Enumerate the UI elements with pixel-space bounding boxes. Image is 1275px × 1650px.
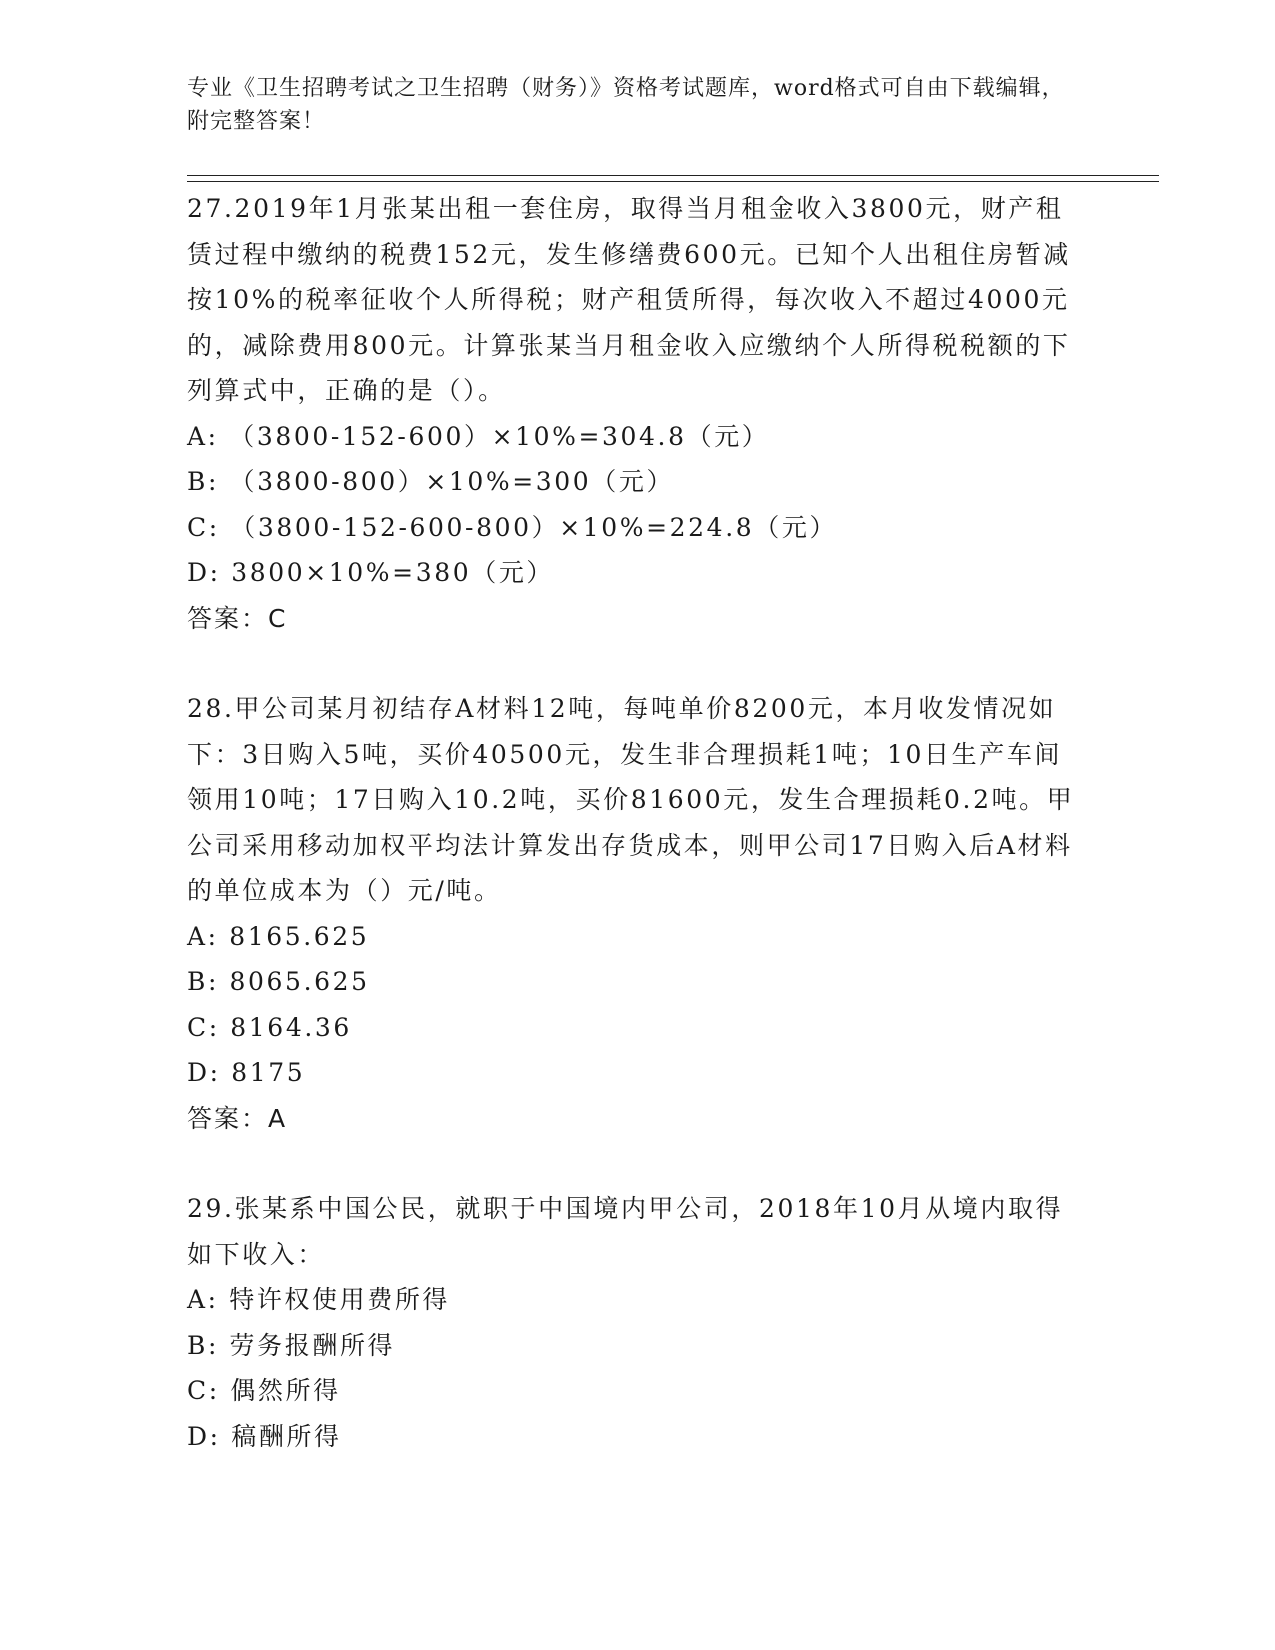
answer-label: 答案：A bbox=[187, 1103, 288, 1133]
question-text: 28.甲公司某月初结存A材料12吨，每吨单价8200元，本月收发情况如下：3日购入5吨，买价40500元，发生非合理损耗1吨；10日生产车间领用10吨；17日购入10.2吨，买价81600元，发生合理损耗0.2吨。甲公司采用移动加权平均法计算发出存货成本，则甲公司17日购入后A材料的单位成本为（）元/吨。 bbox=[187, 694, 1075, 905]
header-divider-top bbox=[187, 175, 1159, 176]
question-text: 29.张某系中国公民，就职于中国境内甲公司，2018年10月从境内取得如下收入： bbox=[187, 1194, 1064, 1269]
question-29 bbox=[187, 1186, 1087, 1459]
question-28 bbox=[187, 686, 1087, 1141]
option-d: D: 3800×10%=380（元） bbox=[187, 558, 555, 587]
option-c: C: 8164.36 bbox=[187, 1012, 352, 1042]
option-a: A: 特许权使用费所得 bbox=[187, 1285, 451, 1314]
option-b: B: 8065.625 bbox=[187, 967, 370, 996]
question-text: 27.2019年1月张某出租一套住房，取得当月租金收入3800元，财产租赁过程中缴纳的税费152元，发生修缮费600元。已知个人出租住房暂减按10%的税率征收个人所得税；财产租赁所得，每次收入不超过4000元的，减除费用800元。计算张某当月租金收入应缴纳个人所得税税额的下列算式中，正确的是（）。 bbox=[187, 194, 1071, 405]
option-b: B: （3800-800）×10%=300（元） bbox=[187, 467, 675, 496]
option-a: A: 8165.625 bbox=[187, 921, 370, 951]
option-d: D: 8175 bbox=[187, 1058, 306, 1087]
option-a: A: （3800-152-600）×10%=304.8（元） bbox=[187, 421, 770, 451]
option-c: C: （3800-152-600-800）×10%=224.8（元） bbox=[187, 512, 838, 542]
question-list bbox=[187, 186, 1087, 1459]
question-27 bbox=[187, 186, 1087, 641]
header-divider-bottom bbox=[187, 181, 1159, 182]
option-d: D: 稿酬所得 bbox=[187, 1421, 342, 1451]
option-b: B: 劳务报酬所得 bbox=[187, 1330, 396, 1360]
option-c: C: 偶然所得 bbox=[187, 1376, 341, 1405]
answer-label: 答案：C bbox=[187, 603, 288, 633]
page-header: 专业《卫生招聘考试之卫生招聘（财务）》资格考试题库，word格式可自由下载编辑，附完整答案！ bbox=[187, 76, 1065, 134]
